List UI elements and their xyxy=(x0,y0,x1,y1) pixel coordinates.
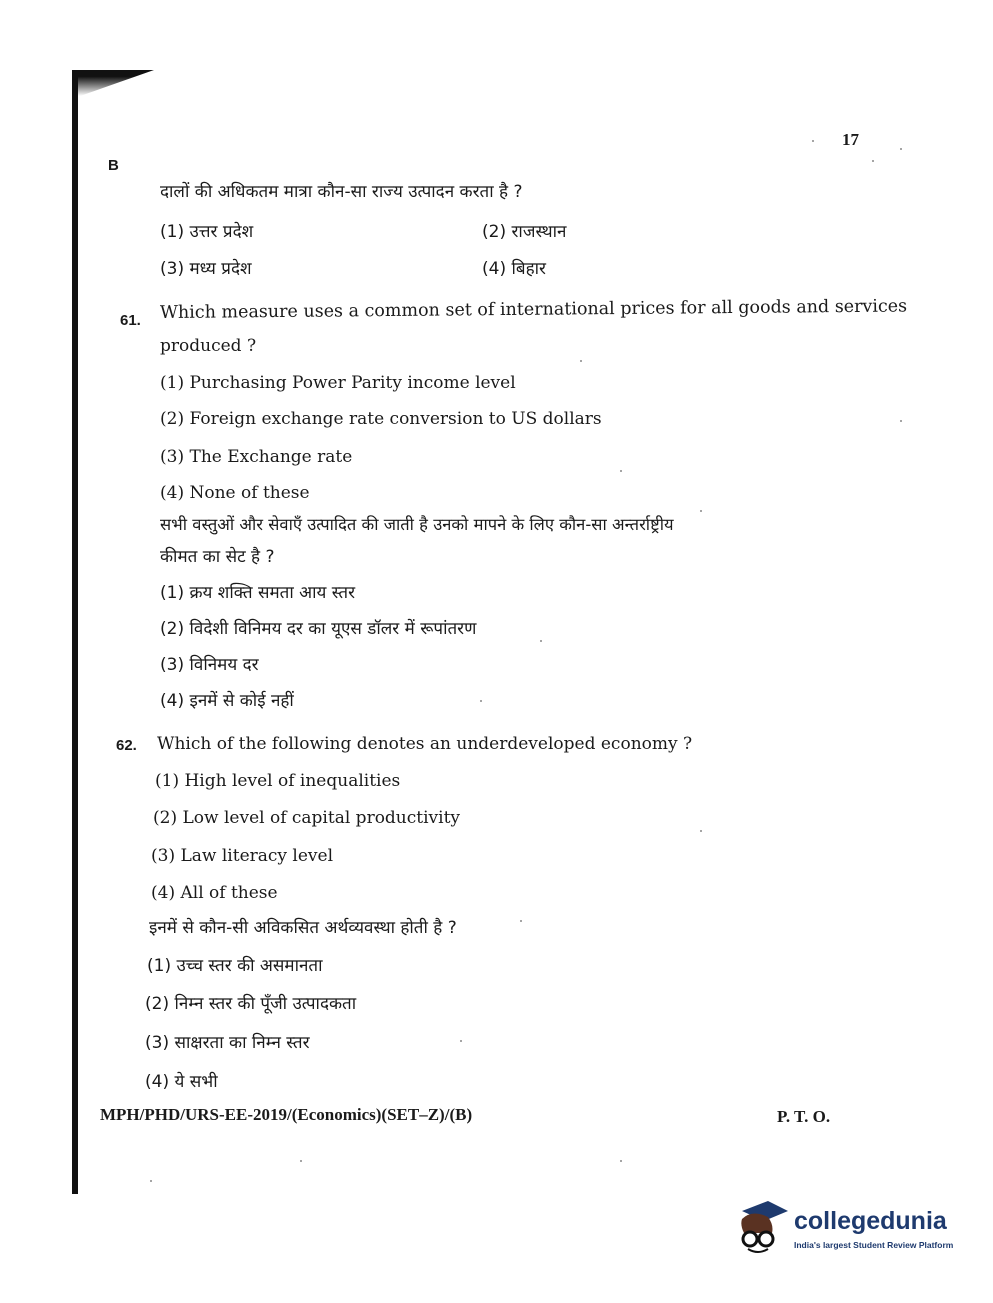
scan-speck xyxy=(700,510,702,512)
scan-border-top xyxy=(72,70,154,96)
q62-option-3-en: (3) Law literacy level xyxy=(151,846,334,866)
q62-option-1-en: (1) High level of inequalities xyxy=(155,771,401,791)
q62-stem-hi: इनमें से कौन-सी अविकसित अर्थव्यवस्था होती है ? xyxy=(149,918,457,938)
q60-option-3-hi: (3) मध्य प्रदेश xyxy=(160,259,252,279)
q61-option-3-hi: (3) विनिमय दर xyxy=(160,655,259,675)
q61-stem-hi-line2: कीमत का सेट है ? xyxy=(160,547,275,567)
collegedunia-watermark xyxy=(734,1195,964,1257)
q62-number: 62. xyxy=(116,737,137,754)
scan-speck xyxy=(460,1040,462,1042)
q61-option-1-hi: (1) क्रय शक्ति समता आय स्तर xyxy=(160,583,356,603)
q61-stem-en-line2: produced ? xyxy=(160,336,257,356)
q61-option-2-hi: (2) विदेशी विनिमय दर का यूएस डॉलर में रूपांतरण xyxy=(160,619,477,639)
q61-stem-en-line1: Which measure uses a common set of international prices for all goods and services xyxy=(159,296,908,323)
q60-option-2-hi: (2) राजस्थान xyxy=(482,222,567,242)
q61-option-4-hi: (4) इनमें से कोई नहीं xyxy=(160,691,294,711)
footer-pto: P. T. O. xyxy=(777,1107,831,1126)
q61-stem-hi-line1: सभी वस्तुओं और सेवाएँ उत्पादित की जाती है उनको मापने के लिए कौन-सा अन्तर्राष्ट्रीय xyxy=(160,515,674,534)
scan-speck xyxy=(700,830,702,832)
scan-speck xyxy=(872,160,874,162)
brand-name: collegedunia xyxy=(794,1207,947,1235)
scan-speck xyxy=(812,140,814,142)
mascot-icon xyxy=(734,1195,790,1255)
footer-paper-code: MPH/PHD/URS-EE-2019/(Economics)(SET–Z)/(B) xyxy=(100,1105,473,1124)
scan-speck xyxy=(480,700,482,702)
q61-option-2-en: (2) Foreign exchange rate conversion to US dollars xyxy=(160,409,602,429)
scan-speck xyxy=(900,420,902,422)
scan-speck xyxy=(520,920,522,922)
set-letter: B xyxy=(108,157,119,174)
scan-speck xyxy=(580,360,582,362)
q62-option-2-hi: (2) निम्न स्तर की पूँजी उत्पादकता xyxy=(145,994,357,1014)
scan-border-left xyxy=(72,72,78,1194)
q61-option-3-en: (3) The Exchange rate xyxy=(160,447,353,467)
q60-stem-hi: दालों की अधिकतम मात्रा कौन-सा राज्य उत्पादन करता है ? xyxy=(160,182,523,202)
q61-option-1-en: (1) Purchasing Power Parity income level xyxy=(160,373,516,393)
q62-option-4-hi: (4) ये सभी xyxy=(145,1072,218,1092)
scan-speck xyxy=(620,1160,622,1162)
scan-speck xyxy=(900,148,902,150)
scan-speck xyxy=(150,1180,152,1182)
brand-tagline: India's largest Student Review Platform xyxy=(794,1240,954,1250)
q60-option-4-hi: (4) बिहार xyxy=(482,259,546,279)
q62-stem-en: Which of the following denotes an underdeveloped economy ? xyxy=(157,734,693,754)
q62-option-4-en: (4) All of these xyxy=(151,883,278,903)
q62-option-2-en: (2) Low level of capital productivity xyxy=(153,808,461,828)
scan-speck xyxy=(540,640,542,642)
page-number: 17 xyxy=(842,130,859,149)
q60-option-1-hi: (1) उत्तर प्रदेश xyxy=(160,222,254,242)
scan-speck xyxy=(620,470,622,472)
q62-option-1-hi: (1) उच्च स्तर की असमानता xyxy=(147,956,323,976)
scan-speck xyxy=(300,1160,302,1162)
q62-option-3-hi: (3) साक्षरता का निम्न स्तर xyxy=(145,1033,310,1053)
q61-number: 61. xyxy=(120,312,141,329)
q61-option-4-en: (4) None of these xyxy=(160,483,310,503)
